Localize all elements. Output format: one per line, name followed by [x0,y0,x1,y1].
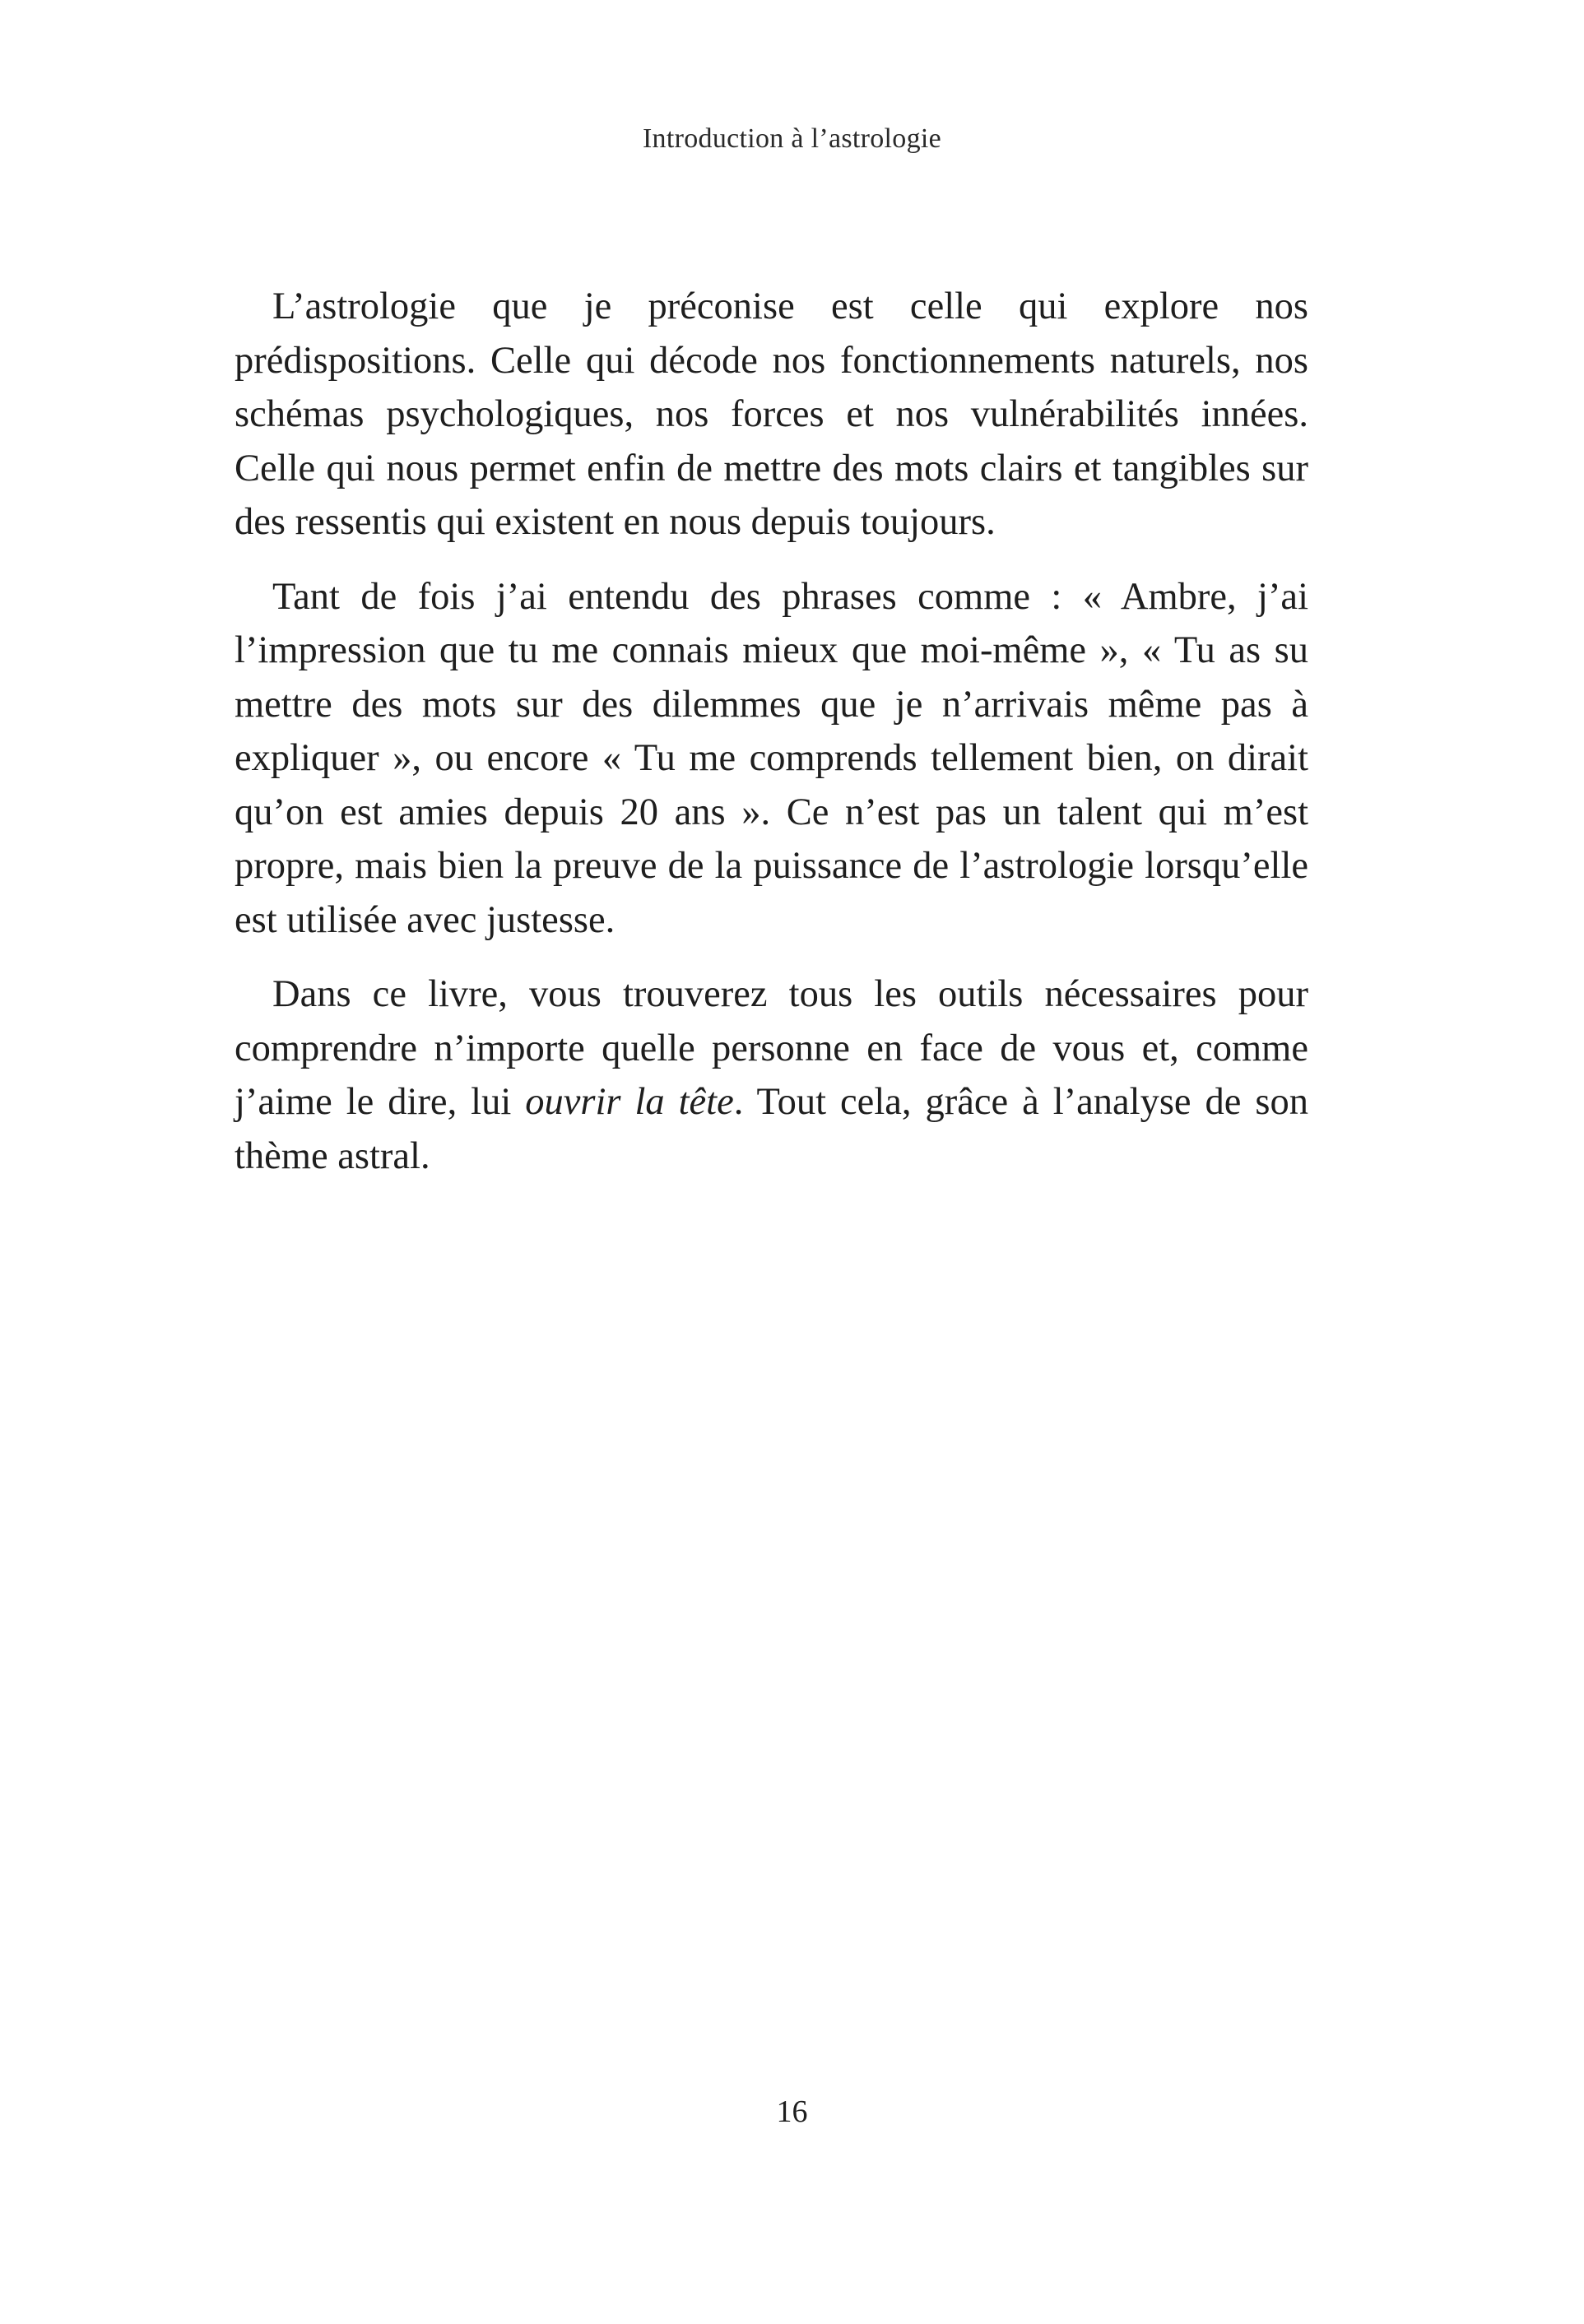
paragraph-3-end: . Tout cela, grâce à l’analyse de son thème astral. [235,1081,1308,1177]
paragraph-3-emphasis: ouvrir la tête [525,1081,734,1123]
paragraph-3-start: Dans ce livre, vous trouverez tous les outils nécessaires pour comprendre n’importe quelle personne en face de vous et, comme j’aime le dire, lui [235,973,1308,1123]
running-header: Introduction à l’astrologie [642,123,942,154]
paragraph-3 [235,967,1308,1183]
paragraph-2: Tant de fois j’ai entendu des phrases comme : « Ambre, j’ai l’impression que tu me connais mieux que moi-même », « Tu as su mettre des mots sur des dilemmes que je n’arrivais même pas à expliquer », ou encore « Tu me comprends tellement bien, on dirait qu’on est amies depuis 20 ans ». Ce n’est pas un talent qui m’est propre, mais bien la preuve de la puissance de l’astrologie lorsqu’elle est utilisée avec justesse. [235,575,1308,941]
body-text [235,280,1308,1183]
paragraph-1: L’astrologie que je préconise est celle qui explore nos prédispositions. Celle qui décode nos fonctionnements naturels, nos schémas psychologiques, nos forces et nos vulnérabilités innées. Celle qui nous permet enfin de mettre des mots clairs et tangibles sur des ressentis qui existent en nous depuis toujours. [235,285,1308,543]
page-number: 16 [776,2094,808,2129]
